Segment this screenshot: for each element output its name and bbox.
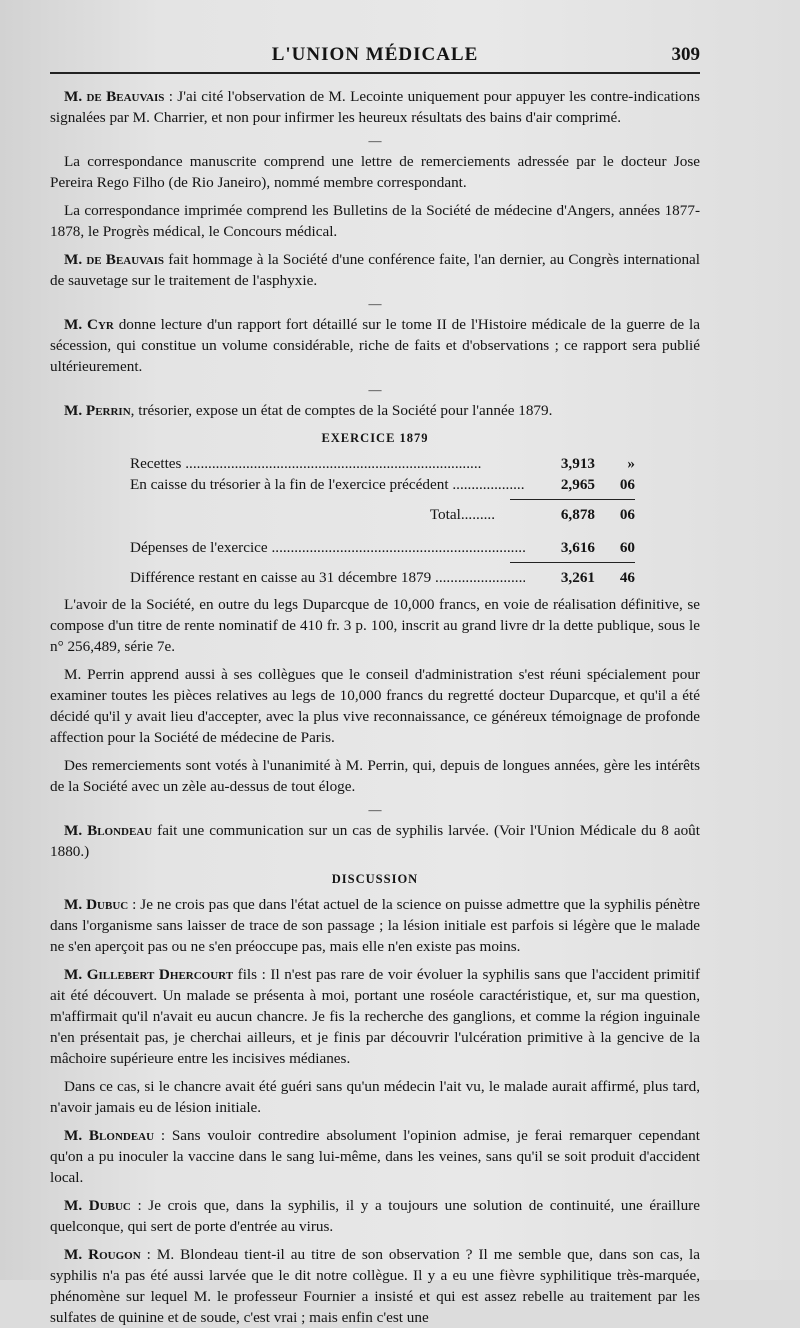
paragraph [50,314,700,377]
page-header [50,40,700,74]
paragraph-text: , trésorier, expose un état de comptes de la Société pour l'année 1879. [130,402,553,419]
ledger-gap [130,525,635,537]
ledger-cents: 46 [619,569,635,586]
ledger-row [130,474,635,495]
paragraph [50,1195,700,1237]
speaker: M. de Beauvais [64,251,165,268]
paragraph [50,1125,700,1188]
paragraph [50,755,700,797]
paragraph-text: : M. Blondeau tient-il au titre de son observation ? Il me semble que, dans son cas, la syphilis n'a pas été aussi larvée que le dit notre collègue. Il y a eu une fièvre syphilitique très-marquée, phénomène sur lequel M. le professeur Fournier a insisté et qui est assez rebelle au traitement par les sulfates de quinine et de soude, c'est vrai ; mais enfin c'est une [50,1246,701,1326]
speaker: M. Perrin [64,402,131,419]
paragraph [50,894,700,957]
discussion-heading: DISCUSSION [331,872,419,886]
paragraph [50,664,700,748]
paragraph [50,200,700,242]
separator-dash: — [368,382,382,397]
ledger-label: Dépenses de l'exercice ..... [130,537,525,558]
ledger-amount: 6,878 [560,506,595,523]
speaker: M. Blondeau [64,1127,155,1144]
ledger-label: Différence restant en caisse au 31 décembre 1879 ..... [130,567,525,588]
speaker: M. Blondeau [64,822,153,839]
paragraph [50,86,700,128]
paragraph [50,400,700,421]
exercise-heading: EXERCICE 1879 [321,431,429,445]
separator-dash: — [368,802,382,817]
ledger-difference-row [130,567,635,588]
paragraph [50,594,700,657]
paragraph-text: La correspondance manuscrite comprend une lettre de remerciements adressée par le docteur Jose Pereira Rego Filho (de Rio Janeiro), nommé membre correspondant. [50,153,700,191]
paragraph [50,1244,700,1328]
paragraph-text: Des remerciements sont votés à l'unanimité à M. Perrin, qui, depuis de longues années, gère les intérêts de la Société avec un zèle au-dessus de tout éloge. [50,757,700,795]
ledger-label: Total ..... [130,504,525,525]
paragraph-text: : Je crois que, dans la syphilis, il y a toujours une solution de continuité, une éraillure quelconque, qui sert de porte d'entrée au virus. [50,1197,700,1235]
ledger-label: Recettes ..... [130,453,525,474]
paragraph [50,151,700,193]
paragraph-text: : J'ai cité l'observation de M. Lecointe uniquement pour appuyer les contre-indications signalées par M. Charrier, et non pour infirmer les heureux résultats des bains d'air comprimé. [50,88,700,126]
paragraph-text: fait hommage à la Société d'une conférence faite, l'an dernier, au Congrès international de sauvetage sur le traitement de l'asphyxie. [50,251,701,289]
speaker: M. Dubuc [64,1197,131,1214]
paragraph-text: M. Perrin apprend aussi à ses collègues que le conseil d'administration s'est réuni spécialement pour examiner toutes les pièces relatives au legs de 10,000 francs du regretté docteur Duparcque, et qu'il a été décidé qu'il y avait lieu d'accepter, avec la plus vive reconnaissance, ce généreux témoignage de profonde affection pour la Société de médecine de Paris. [50,666,700,746]
paragraph [50,964,700,1069]
ledger-cents: 06 [619,476,635,493]
ledger-cents: » [627,455,635,472]
speaker: M. Dubuc [64,896,129,913]
paragraph-text: L'avoir de la Société, en outre du legs Duparcque de 10,000 francs, en voie de réalisation définitive, se compose d'un titre de rente nominatif de 410 fr. 3 p. 100, inscrit au grand livre dr la dette publique, sous le n° 256,489, série 7e. [50,596,700,655]
ledger-amount: 3,913 [560,455,595,472]
ledger-row [130,453,635,474]
ledger-amount: 2,965 [560,476,595,493]
ledger-amount: 3,616 [560,539,595,556]
paragraph-text: : Je ne crois pas que dans l'état actuel de la science on puisse admettre que la syphilis pénètre dans l'organisme sans laisser de trace de son passage ; la lésion initiale est parfois si légère que le malade ne s'en aperçoit pas ou ne s'en préoccupe pas, mais elle n'en existe pas moins. [50,896,700,955]
ledger-amount: 3,261 [560,569,595,586]
ledger-label: En caisse du trésorier à la fin de l'exercice précédent ..... [130,474,525,495]
separator-dash: — [368,296,382,311]
paragraph [50,1076,700,1118]
separator-dash: — [368,133,382,148]
speaker: M. Cyr [64,316,114,333]
accounts-ledger [130,453,635,588]
ledger-rule [510,562,635,563]
paragraph-text: fils : Il n'est pas rare de voir évoluer la syphilis sans que l'accident primitif ait été découvert. Un malade se présenta à moi, portant une roséole caractéristique, et, sur ma question, m'affirmait qu'il n'avait eu aucun chancre. Je fis la recherche des ganglions, et comme la région inguinale n'en présentait pas, je cherchai ailleurs, et je finis par découvrir l'ulcération primitive à la gencive de la mâchoire supérieure entre les incisives médianes. [50,966,700,1067]
ledger-cents: 60 [619,539,635,556]
ledger-total-row [130,504,635,525]
paragraph [50,249,700,291]
paragraph-text: fait une communication sur un cas de syphilis larvée. (Voir l'Union Médicale du 8 août 1880.) [50,822,700,860]
speaker: M. Gillebert Dhercourt [64,966,234,983]
paragraph [50,820,700,862]
paragraph-text: Dans ce cas, si le chancre avait été guéri sans qu'un médecin l'ait vu, le malade aurait affirmé, plus tard, n'avoir jamais eu de lésion initiale. [50,1078,700,1116]
ledger-rule [510,499,635,500]
paragraph-text: : Sans vouloir contredire absolument l'opinion admise, je ferai remarquer cependant qu'on a pu inoculer la vaccine dans le sang lui-même, dans les veines, sans qu'il se soit produit d'accident local. [50,1127,700,1186]
speaker: M. Rougon [64,1246,141,1263]
running-title: L'UNION MÉDICALE [271,44,479,65]
ledger-row [130,537,635,558]
ledger-cents: 06 [619,506,635,523]
paragraph-text: La correspondance imprimée comprend les Bulletins de la Société de médecine d'Angers, années 1877-1878, le Progrès médical, le Concours médical. [50,202,700,240]
speaker: M. de Beauvais [64,88,165,105]
paragraph-text: donne lecture d'un rapport fort détaillé sur le tome II de l'Histoire médicale de la guerre de la sécession, qui constitue un volume considérable, riche de faits et d'observations ; ce rapport sera publié ultérieurement. [50,316,700,375]
body-text [50,86,700,1328]
page-number: 309 [671,44,700,65]
